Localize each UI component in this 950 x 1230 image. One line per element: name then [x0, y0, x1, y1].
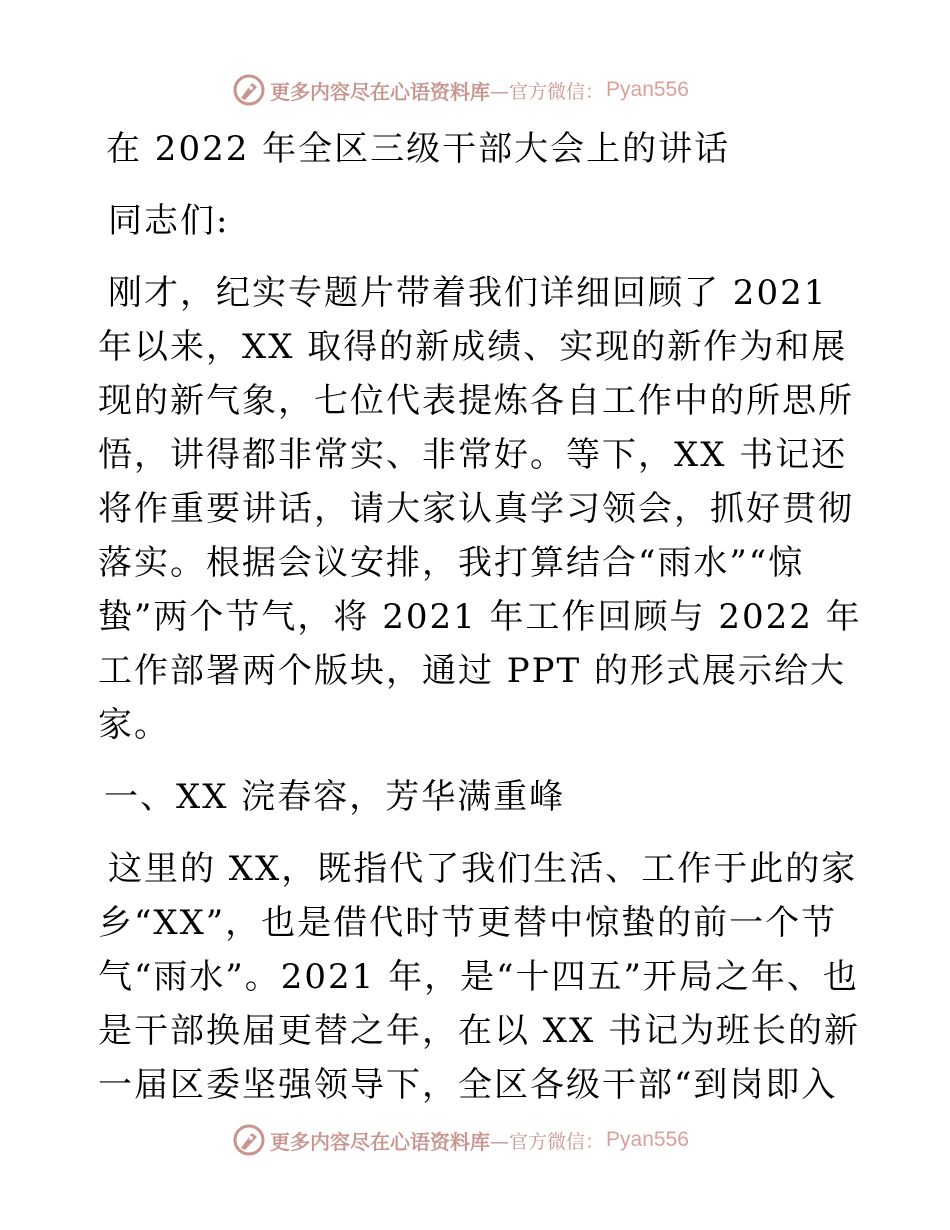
- document-body: [98, 122, 868, 1130]
- watermark-brand: 更多内容尽在心语资料库: [270, 1129, 490, 1154]
- watermark-handle: Pyan556: [606, 78, 689, 101]
- section-heading-1: 一、XX 浣春容，芳华满重峰: [104, 777, 566, 817]
- watermark-brand: 更多内容尽在心语资料库: [270, 79, 490, 104]
- paragraph-1: 刚才，纪实专题片带着我们详细回顾了 2021 年以来，XX 取得的新成绩、实现的新作为和展现的新气象，七位代表提炼各自工作中的所思所悟，讲得都非常实、非常好。等下，XX 书记还将作重要讲话，请大家认真学习领会，抓好贯彻落实。根据会议安排，我打算结合“雨水”“惊蛰”两个节气，将 2021 年工作回顾与 2022 年工作部署两个版块，通过 PPT 的形式展示给大家。: [98, 273, 862, 745]
- watermark-banner-bottom: [232, 1120, 752, 1160]
- document-title: 在 2022 年全区三级干部大会上的讲话: [106, 129, 731, 169]
- watermark-handle: Pyan556: [606, 1128, 689, 1151]
- paragraph-2: 这里的 XX，既指代了我们生活、工作于此的家乡“XX”，也是借代时节更替中惊蛰的前一个节气“雨水”。2021 年，是“十四五”开局之年、也是干部换届更替之年，在以 XX 书记为班长的新一届区委坚强领导下，全区各级干部“到岗即入: [98, 849, 861, 1105]
- greeting: 同志们:: [108, 201, 230, 241]
- pen-nib-logo-icon: [232, 73, 266, 107]
- watermark-banner-top: [232, 70, 752, 110]
- pen-nib-logo-icon: [232, 1123, 266, 1157]
- watermark-official: —官方微信：: [490, 80, 605, 103]
- watermark-official: —官方微信：: [490, 1130, 605, 1153]
